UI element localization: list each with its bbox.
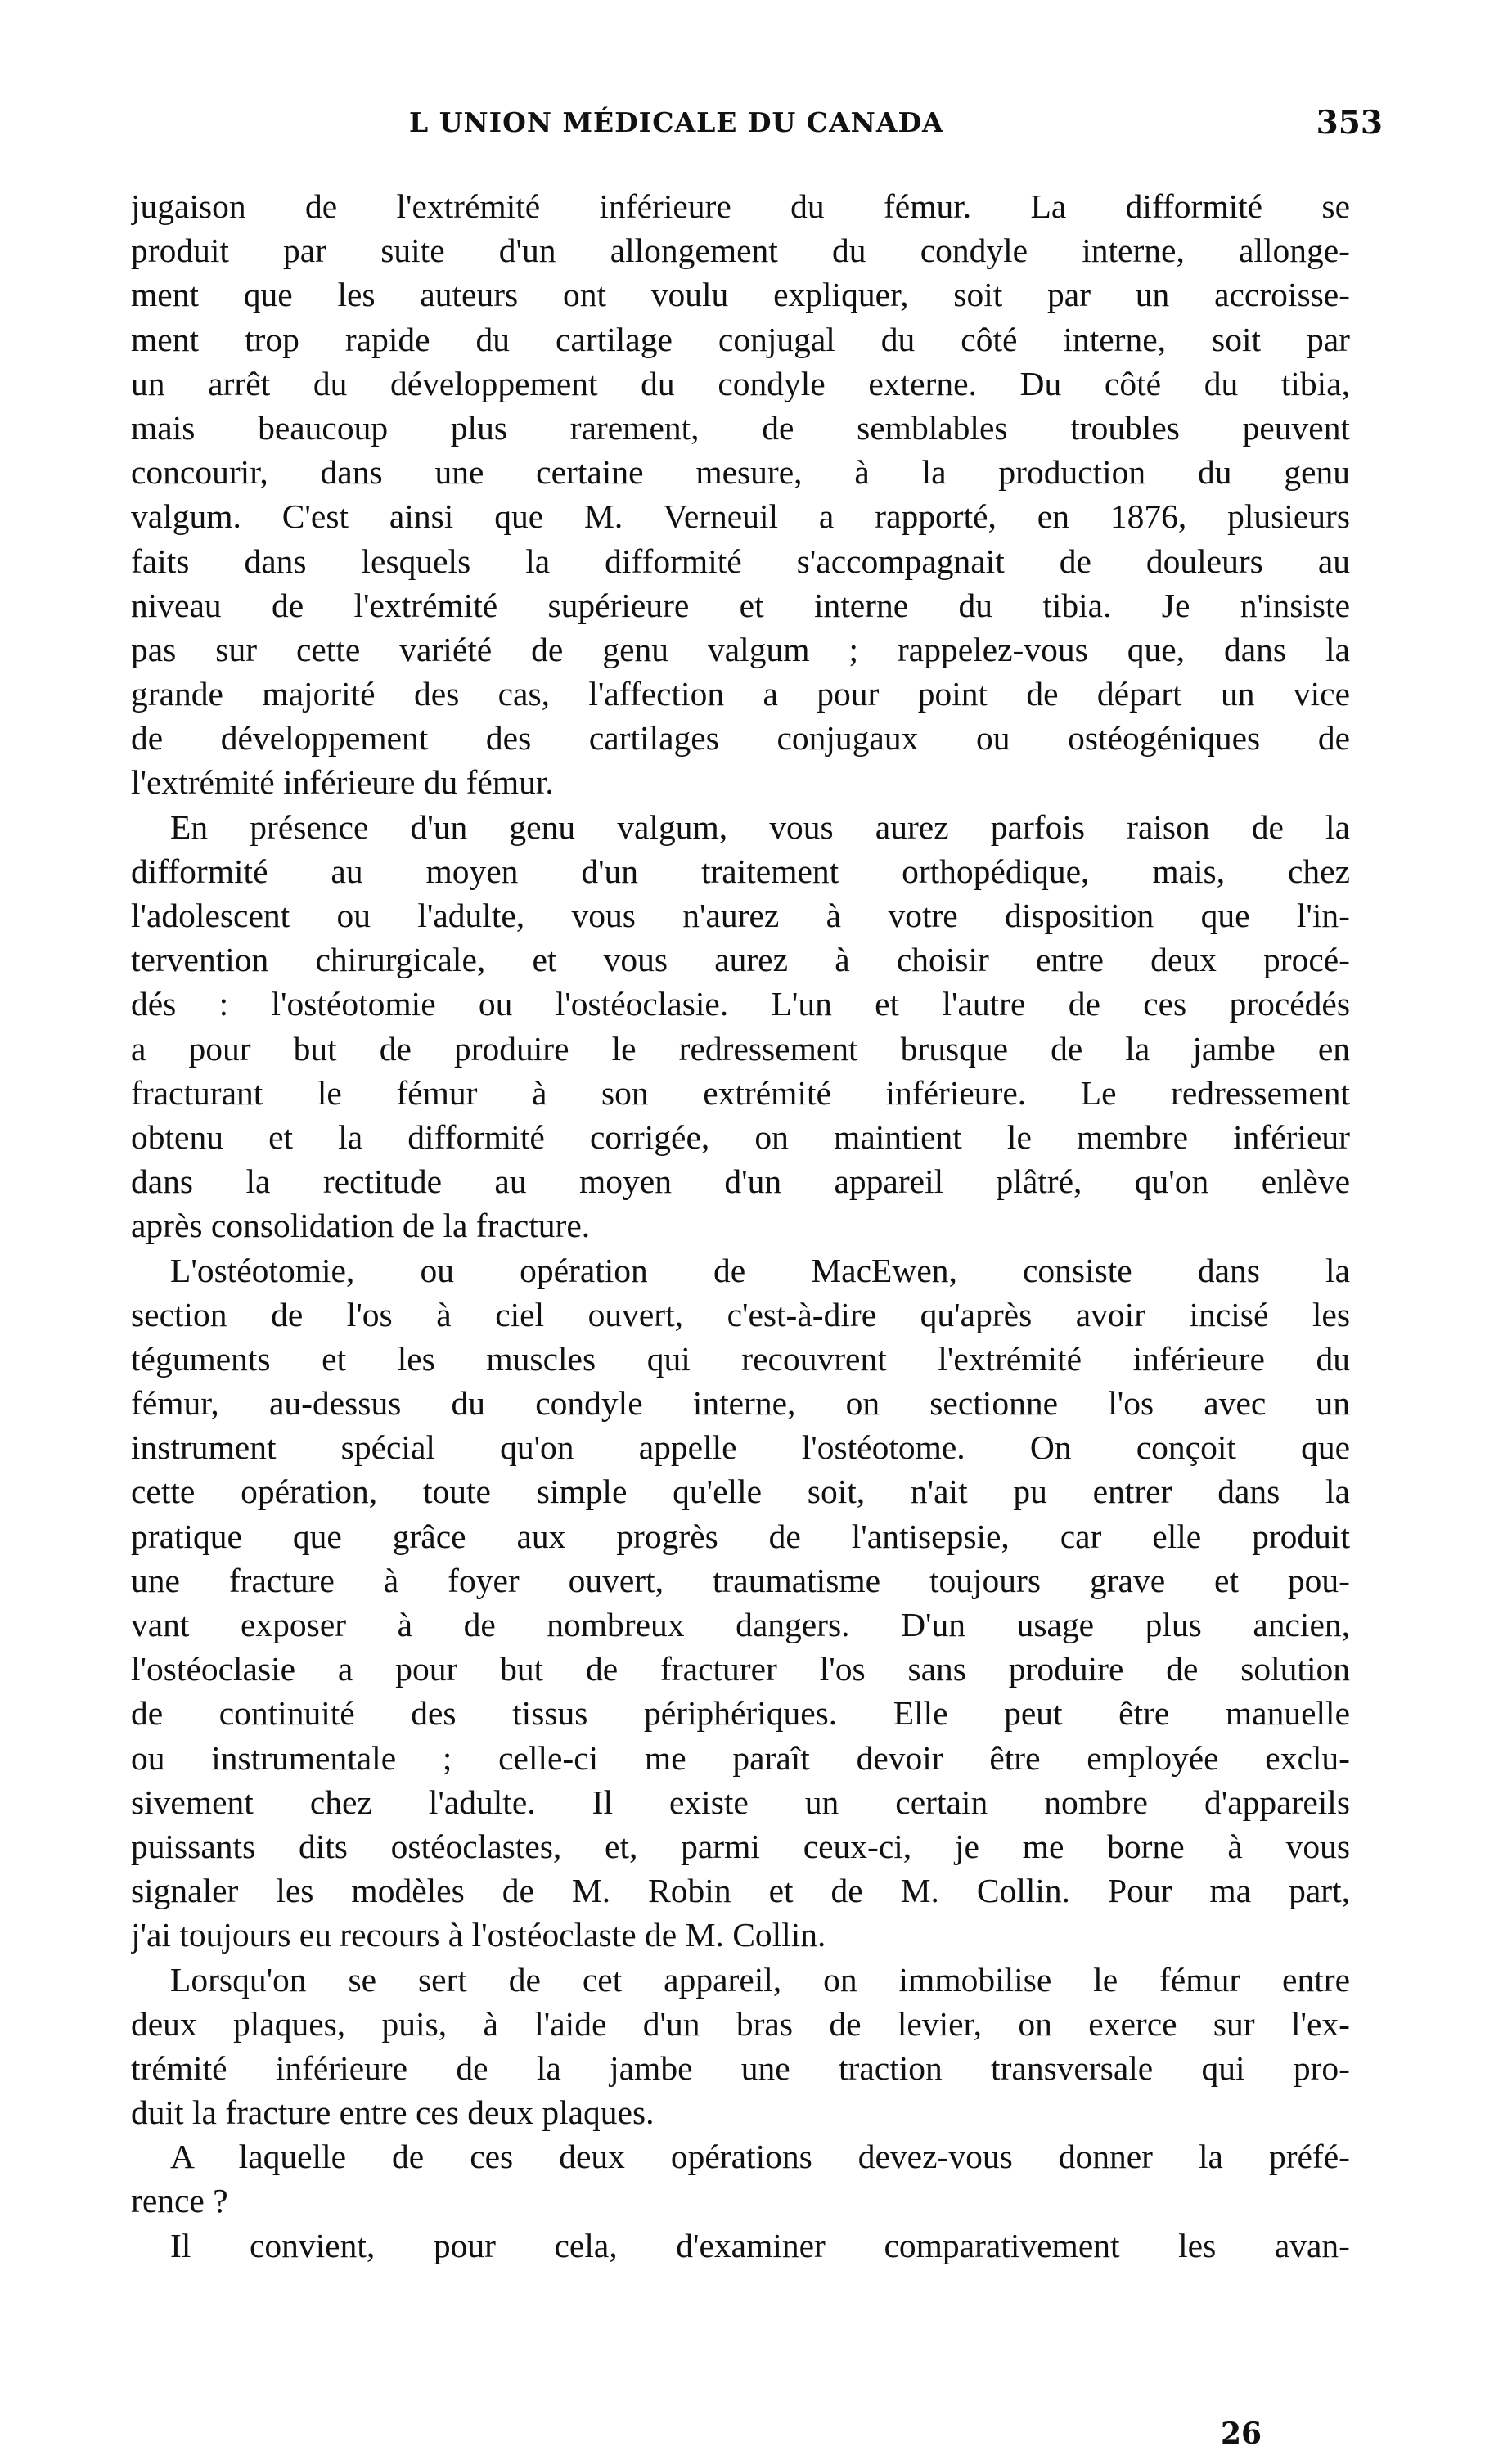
text-line: mais beaucoup plus rarement, de semblables troubles peuvent [131,408,1350,447]
text-line: sivement chez l'adulte. Il existe un certain nombre d'appareils [131,1783,1350,1821]
text-line: L'ostéotomie, ou opération de MacEwen, consiste dans la [170,1251,1350,1289]
text-line: tervention chirurgicale, et vous aurez à choisir entre deux procé- [131,941,1350,979]
text-line: Il convient, pour cela, d'examiner comparativement les avan- [170,2226,1350,2264]
text-line: cette opération, toute simple qu'elle soit, n'ait pu entrer dans la [131,1473,1350,1511]
text-line: téguments et les muscles qui recouvrent l'extrémité inférieure du [131,1339,1350,1378]
text-line: l'extrémité inférieure du fémur. [131,763,554,802]
text-line: faits dans lesquels la difformité s'accompagnait de douleurs au [131,542,1350,580]
text-line: l'ostéoclasie a pour but de fracturer l'os sans produire de solution [131,1650,1350,1688]
text-line: deux plaques, puis, à l'aide d'un bras de levier, on exerce sur l'ex- [131,2004,1350,2043]
text-line: fracturant le fémur à son extrémité inférieure. Le redressement [131,1073,1350,1112]
text-line: j'ai toujours eu recours à l'ostéoclaste de M. Collin. [131,1916,826,1954]
text-line: jugaison de l'extrémité inférieure du fémur. La difformité se [131,187,1350,225]
text-line: trémité inférieure de la jambe une traction transversale qui pro- [131,2048,1350,2087]
text-line: rence ? [131,2182,228,2220]
text-line: concourir, dans une certaine mesure, à la production du genu [131,453,1350,492]
text-line: niveau de l'extrémité supérieure et interne du tibia. Je n'insiste [131,586,1350,624]
text-line: a pour but de produire le redressement brusque de la jambe en [131,1029,1350,1068]
text-line: puissants dits ostéoclastes, et, parmi ceux-ci, je me borne à vous [131,1827,1350,1865]
text-line: une fracture à foyer ouvert, traumatisme toujours grave et pou- [131,1561,1350,1599]
text-line: fémur, au-dessus du condyle interne, on sectionne l'os avec un [131,1384,1350,1423]
text-line: obtenu et la difformité corrigée, on maintient le membre inférieur [131,1117,1350,1156]
signature-mark: 26 [1221,2417,1262,2451]
text-line: de continuité des tissus périphériques. Elle peut être manuelle [131,1694,1350,1733]
text-line: instrument spécial qu'on appelle l'ostéotome. On conçoit que [131,1428,1350,1467]
text-line: pratique que grâce aux progrès de l'antisepsie, car elle produit [131,1517,1350,1555]
page-header [131,98,1383,147]
text-line: de développement des cartilages conjugaux ou ostéogéniques de [131,719,1350,758]
text-line: signaler les modèles de M. Robin et de M. Collin. Pour ma part, [131,1872,1350,1910]
text-line: En présence d'un genu valgum, vous aurez parfois raison de la [170,807,1350,846]
running-title: L UNION MÉDICALE DU CANADA [409,106,944,138]
text-line: ou instrumentale ; celle-ci me paraît devoir être employée exclu- [131,1738,1350,1777]
text-line: duit la fracture entre ces deux plaques. [131,2093,655,2132]
text-line: A laquelle de ces deux opérations devez-vous donner la préfé- [170,2138,1350,2176]
text-line: produit par suite d'un allongement du condyle interne, allonge- [131,232,1350,270]
text-line: difformité au moyen d'un traitement orthopédique, mais, chez [131,852,1350,890]
text-line: pas sur cette variété de genu valgum ; rappelez-vous que, dans la [131,630,1350,668]
text-line: un arrêt du développement du condyle externe. Du côté du tibia, [131,364,1350,402]
text-line: après consolidation de la fracture. [131,1207,591,1245]
text-line: section de l'os à ciel ouvert, c'est-à-dire qu'après avoir incisé les [131,1295,1350,1333]
text-line: dés : l'ostéotomie ou l'ostéoclasie. L'un et l'autre de ces procédés [131,985,1350,1023]
text-line: l'adolescent ou l'adulte, vous n'aurez à votre disposition que l'in- [131,897,1350,934]
text-line: ment trop rapide du cartilage conjugal du côté interne, soit par [131,320,1350,358]
page-number: 353 [1316,104,1383,142]
text-line: valgum. C'est ainsi que M. Verneuil a rapporté, en 1876, plusieurs [131,497,1350,536]
text-line: Lorsqu'on se sert de cet appareil, on immobilise le fémur entre [170,1960,1350,1999]
text-line: dans la rectitude au moyen d'un appareil plâtré, qu'on enlève [131,1162,1350,1201]
text-line: ment que les auteurs ont voulu expliquer, soit par un accroisse- [131,276,1350,314]
body-text [131,184,1350,2268]
text-line: vant exposer à de nombreux dangers. D'un usage plus ancien, [131,1606,1350,1643]
text-line: grande majorité des cas, l'affection a pour point de départ un vice [131,675,1350,713]
